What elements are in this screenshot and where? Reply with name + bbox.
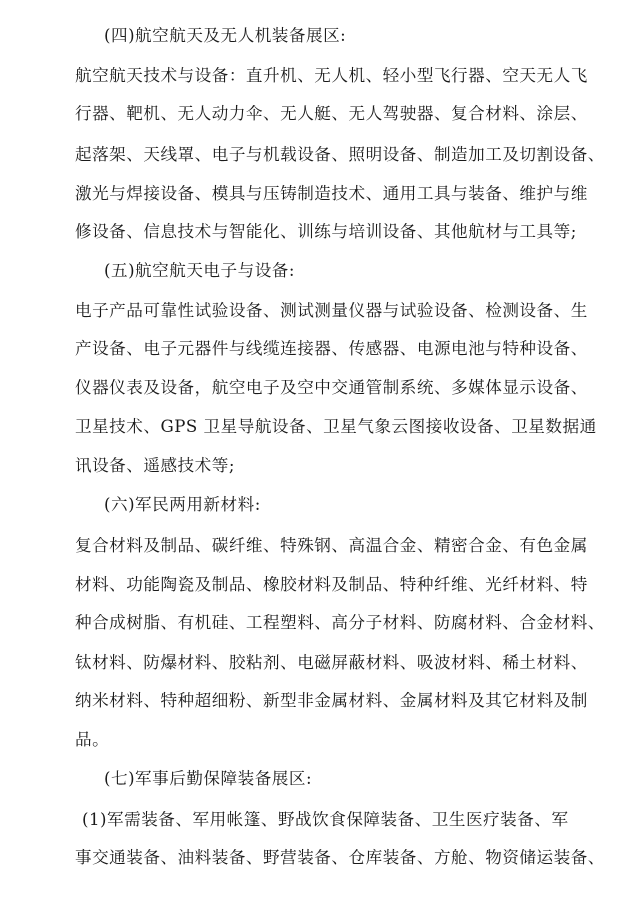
section-heading-5: (五)航空航天电子与设备: <box>104 261 295 280</box>
text-line: 事交通装备、油料装备、野营装备、仓库装备、方舱、物资储运装备、 <box>75 848 605 867</box>
text-line: 品。 <box>75 730 110 749</box>
text-line: 卫星技术、GPS 卫星导航设备、卫星气象云图接收设备、卫星数据通 <box>75 417 597 436</box>
text-line: 种合成树脂、有机硅、工程塑料、高分子材料、防腐材料、合金材料、 <box>75 613 605 632</box>
section-heading-6: (六)军民两用新材料: <box>104 495 261 514</box>
text-line: 复合材料及制品、碳纤维、特殊钢、高温合金、精密合金、有色金属 <box>75 536 588 555</box>
section-heading-7: (七)军事后勤保障装备展区: <box>104 769 313 788</box>
text-line: (1)军需装备、军用帐篷、野战饮食保障装备、卫生医疗装备、军 <box>82 810 569 829</box>
text-line: 讯设备、遥感技术等; <box>75 456 235 475</box>
text-line: 起落架、天线罩、电子与机载设备、照明设备、制造加工及切割设备、 <box>75 145 605 164</box>
text-line: 仪器仪表及设备，航空电子及空中交通管制系统、多媒体显示设备、 <box>75 378 588 397</box>
text-line: 产设备、电子元器件与线缆连接器、传感器、电源电池与特种设备、 <box>75 339 588 358</box>
text-line: 电子产品可靠性试验设备、测试测量仪器与试验设备、检测设备、生 <box>75 301 588 320</box>
text-line: 航空航天技术与设备：直升机、无人机、轻小型飞行器、空天无人飞 <box>75 66 588 85</box>
text-line: 纳米材料、特种超细粉、新型非金属材料、金属材料及其它材料及制 <box>75 691 588 710</box>
text-line: 行器、靶机、无人动力伞、无人艇、无人驾驶器、复合材料、涂层、 <box>75 104 588 123</box>
text-line: 材料、功能陶瓷及制品、橡胶材料及制品、特种纤维、光纤材料、特 <box>75 575 588 594</box>
text-line: 钛材料、防爆材料、胶粘剂、电磁屏蔽材料、吸波材料、稀土材料、 <box>75 653 588 672</box>
text-line: 修设备、信息技术与智能化、训练与培训设备、其他航材与工具等; <box>75 222 577 241</box>
text-line: 激光与焊接设备、模具与压铸制造技术、通用工具与装备、维护与维 <box>75 184 588 203</box>
section-heading-4: (四)航空航天及无人机装备展区: <box>104 26 347 45</box>
